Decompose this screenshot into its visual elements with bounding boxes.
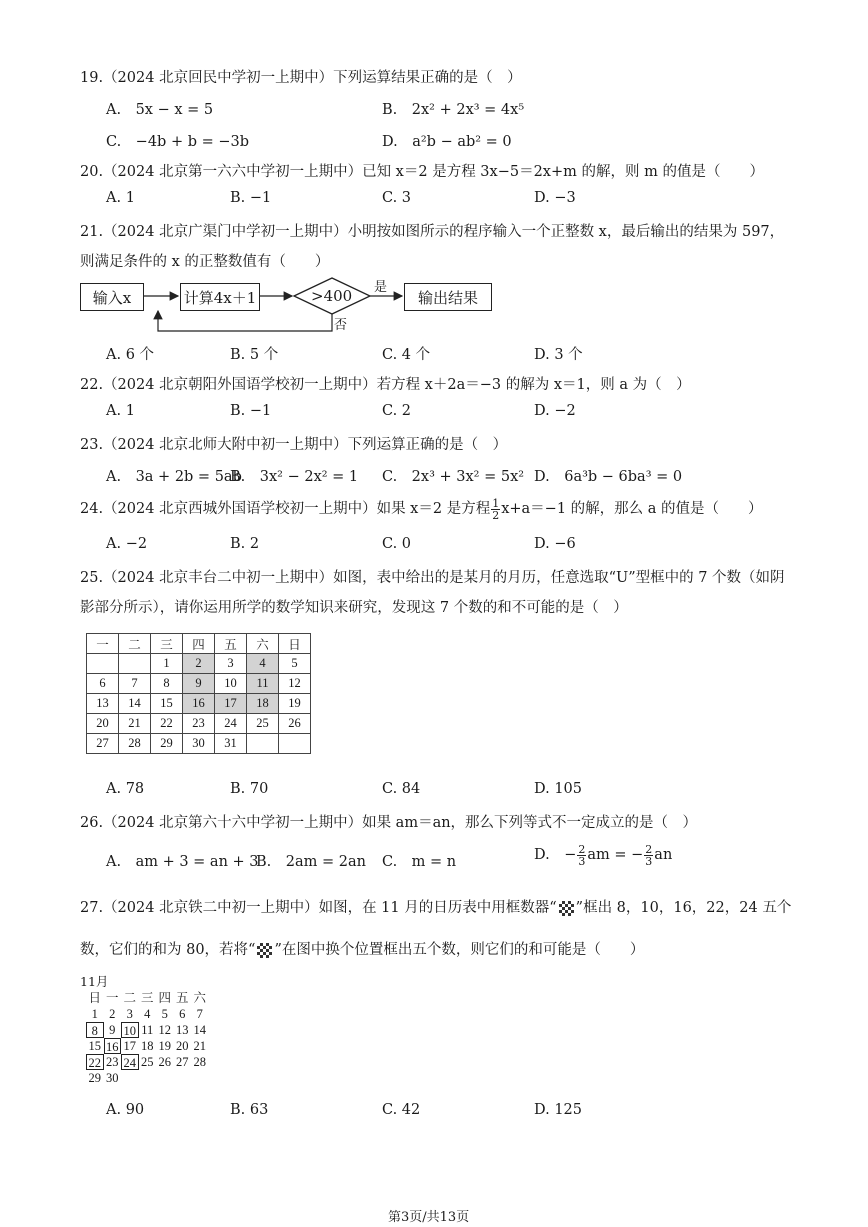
q27-option-c[interactable]: C. 42: [382, 1102, 421, 1118]
calendar-cell: 16: [183, 694, 215, 714]
mini-calendar-cell: 17: [123, 1039, 136, 1053]
mini-calendar-cell: 24: [121, 1054, 139, 1070]
mini-calendar-cell: 18: [141, 1039, 154, 1053]
q27-option-a[interactable]: A. 90: [106, 1102, 145, 1118]
q24-fraction: [491, 498, 500, 521]
mini-calendar-cell: [156, 1070, 174, 1086]
calendar-cell: 26: [279, 714, 311, 734]
mini-calendar-cell: 19: [158, 1039, 171, 1053]
q24-option-c[interactable]: C. 0: [382, 536, 412, 552]
q21-stem-line2: 则满足条件的 x 的正整数值有（ ）: [80, 254, 330, 270]
calendar-cell: 14: [119, 694, 151, 714]
mini-calendar-cell: 三: [140, 991, 154, 1005]
mini-calendar-cell: 30: [106, 1071, 119, 1085]
q19-stem: 19.（2024 北京回民中学初一上期中）下列运算结果正确的是（ ）: [80, 70, 522, 86]
calendar-cell: [119, 654, 151, 674]
mini-calendar-row: [86, 1054, 209, 1070]
mini-calendar-cell: 7: [196, 1007, 203, 1021]
q26-option-b[interactable]: B. 2am = 2an: [256, 854, 366, 870]
q26-d-frac2-den: 3: [645, 854, 653, 868]
mini-calendar-cell: 13: [176, 1023, 189, 1037]
mini-calendar-cell: 27: [176, 1055, 189, 1069]
q23-option-b[interactable]: B. 3x² − 2x² = 1: [230, 469, 359, 485]
q21-option-c[interactable]: C. 4 个: [382, 347, 431, 363]
q27-stem-line1: [80, 896, 791, 917]
q26-d-post: an: [654, 847, 673, 863]
q27-calendar: [86, 990, 209, 1086]
mini-calendar-cell: 1: [91, 1007, 98, 1021]
q20-option-d[interactable]: D. −3: [534, 190, 576, 206]
mini-calendar-cell: 14: [193, 1023, 206, 1037]
mini-calendar-cell: 26: [158, 1055, 171, 1069]
q24-stem: [80, 497, 763, 521]
calendar-row: [87, 714, 311, 734]
calendar-cell: 6: [87, 674, 119, 694]
q26-option-c[interactable]: C. m = n: [382, 854, 457, 870]
q25-option-a[interactable]: A. 78: [106, 781, 145, 797]
q26-d-mid: am = −: [587, 847, 644, 863]
q26-option-d[interactable]: [534, 843, 672, 867]
q27-stem-line2: [80, 938, 644, 959]
q26-d-pre: D. −: [534, 847, 577, 863]
q24-frac-den: 2: [492, 508, 500, 522]
calendar-cell: 28: [119, 734, 151, 754]
mini-calendar-cell: 日: [88, 991, 101, 1005]
q24-option-a[interactable]: A. −2: [106, 536, 148, 552]
q24-stem-pre: 24.（2024 北京西城外国语学校初一上期中）如果 x＝2 是方程: [80, 501, 491, 517]
calendar-header-cell: 日: [279, 634, 311, 654]
calendar-header-cell: 三: [151, 634, 183, 654]
calendar-cell: 30: [183, 734, 215, 754]
mini-calendar-cell: 15: [88, 1039, 101, 1053]
q22-option-d[interactable]: D. −2: [534, 403, 576, 419]
calendar-cell: 13: [87, 694, 119, 714]
q26-d-frac2-num: 2: [645, 842, 653, 856]
mini-calendar-cell: 20: [176, 1039, 189, 1053]
q22-stem: 22.（2024 北京朝阳外国语学校初一上期中）若方程 x＋2a＝−3 的解为 x＝1，则 a 为（ ）: [80, 377, 691, 393]
calendar-cell: [87, 654, 119, 674]
calendar-cell: 17: [215, 694, 247, 714]
q24-option-b[interactable]: B. 2: [230, 536, 260, 552]
calendar-cell: 22: [151, 714, 183, 734]
calendar-cell: 2: [183, 654, 215, 674]
q26-stem: 26.（2024 北京第六十六中学初一上期中）如果 am＝an，那么下列等式不一定成立的是（ ）: [80, 815, 698, 831]
flow-connectors: [0, 0, 868, 360]
q25-calendar-table: [86, 633, 311, 754]
q23-stem: 23.（2024 北京北师大附中初一上期中）下列运算正确的是（ ）: [80, 437, 508, 453]
q24-stem-post: x+a＝−1 的解，那么 a 的值是（ ）: [501, 501, 763, 517]
q27-stem2-post: ”在图中换个位置框出五个数，则它们的和可能是（ ）: [274, 942, 645, 958]
q21-option-d[interactable]: D. 3 个: [534, 347, 583, 363]
frame-counter-icon: [257, 943, 272, 958]
flow-compute-box: 计算4x＋1: [180, 283, 260, 311]
calendar-cell: 24: [215, 714, 247, 734]
q27-option-b[interactable]: B. 63: [230, 1102, 269, 1118]
calendar-cell: 7: [119, 674, 151, 694]
calendar-header-cell: 五: [215, 634, 247, 654]
calendar-header-cell: 二: [119, 634, 151, 654]
q23-option-c[interactable]: C. 2x³ + 3x² = 5x²: [382, 469, 525, 485]
q21-stem-line1: 21.（2024 北京广渠门中学初一上期中）小明按如图所示的程序输入一个正整数 x，最后输出的结果为 597，: [80, 224, 785, 240]
mini-calendar-cell: 4: [144, 1007, 151, 1021]
calendar-cell: 12: [279, 674, 311, 694]
q27-option-d[interactable]: D. 125: [534, 1102, 583, 1118]
calendar-cell: 19: [279, 694, 311, 714]
page-footer: 第3页/共13页: [388, 1210, 470, 1225]
calendar-row: [87, 694, 311, 714]
mini-calendar-cell: 21: [193, 1039, 206, 1053]
q19-option-c[interactable]: C. −4b + b = −3b: [106, 134, 250, 150]
q26-d-frac-2: [644, 844, 653, 867]
mini-calendar-row: [86, 1038, 209, 1054]
mini-calendar-cell: [139, 1070, 157, 1086]
mini-calendar-cell: 22: [86, 1054, 104, 1070]
mini-calendar-cell: 3: [126, 1007, 133, 1021]
mini-calendar-cell: [121, 1070, 139, 1086]
calendar-row: [87, 734, 311, 754]
mini-calendar-cell: 五: [175, 991, 189, 1005]
mini-calendar-cell: 23: [106, 1055, 119, 1069]
mini-calendar-cell: 2: [109, 1007, 116, 1021]
calendar-cell: 3: [215, 654, 247, 674]
mini-calendar-cell: 11: [141, 1023, 154, 1037]
calendar-cell: 29: [151, 734, 183, 754]
q20-stem: 20.（2024 北京第一六六中学初一上期中）已知 x＝2 是方程 3x−5＝2x+m 的解，则 m 的值是（ ）: [80, 164, 764, 180]
calendar-cell: 10: [215, 674, 247, 694]
q27-month-label: 11月: [80, 974, 109, 989]
calendar-cell: 18: [247, 694, 279, 714]
q25-stem-line1: 25.（2024 北京丰台二中初一上期中）如图，表中给出的是某月的月历，任意选取“U”型框中的 7 个数（如阴: [80, 570, 785, 586]
mini-calendar-cell: 6: [179, 1007, 186, 1021]
calendar-row: [87, 674, 311, 694]
mini-calendar-cell: 一: [105, 991, 119, 1005]
q25-option-c[interactable]: C. 84: [382, 781, 421, 797]
q25-stem-line2: 影部分所示），请你运用所学的数学知识来研究，发现这 7 个数的和不可能的是（ ）: [80, 600, 628, 616]
q24-frac-num: 1: [492, 496, 500, 510]
mini-calendar-row: [86, 1070, 209, 1086]
q24-option-d[interactable]: D. −6: [534, 536, 576, 552]
q25-option-d[interactable]: D. 105: [534, 781, 583, 797]
calendar-cell: 9: [183, 674, 215, 694]
q26-d-frac1-den: 3: [578, 854, 586, 868]
q27-stem1-pre: 27.（2024 北京铁二中初一上期中）如图，在 11 月的日历表中用框数器“: [80, 900, 557, 916]
mini-calendar-cell: 25: [141, 1055, 154, 1069]
mini-calendar-cell: 二: [123, 991, 136, 1005]
frame-counter-icon: [559, 901, 574, 916]
q20-option-a[interactable]: A. 1: [106, 190, 135, 206]
mini-calendar-cell: 12: [158, 1023, 171, 1037]
calendar-cell: 31: [215, 734, 247, 754]
mini-calendar-cell: 六: [193, 991, 206, 1005]
flow-no-label: 否: [334, 318, 348, 333]
calendar-cell: 20: [87, 714, 119, 734]
calendar-cell: 25: [247, 714, 279, 734]
q26-d-frac1-num: 2: [578, 842, 586, 856]
q20-option-b[interactable]: B. −1: [230, 190, 272, 206]
q19-option-d[interactable]: D. a²b − ab² = 0: [382, 134, 512, 150]
calendar-cell: 8: [151, 674, 183, 694]
q25-option-b[interactable]: B. 70: [230, 781, 269, 797]
flow-output-box: 输出结果: [404, 283, 492, 311]
q21-option-a[interactable]: A. 6 个: [106, 347, 155, 363]
calendar-cell: 27: [87, 734, 119, 754]
calendar-header-cell: 六: [247, 634, 279, 654]
calendar-header-cell: 四: [183, 634, 215, 654]
q21-option-b[interactable]: B. 5 个: [230, 347, 279, 363]
q20-option-c[interactable]: C. 3: [382, 190, 412, 206]
mini-calendar-cell: 28: [193, 1055, 206, 1069]
calendar-cell: 15: [151, 694, 183, 714]
mini-calendar-cell: 10: [121, 1022, 139, 1038]
mini-calendar-row: [86, 1022, 209, 1038]
calendar-header-cell: 一: [87, 634, 119, 654]
q27-stem1-post: ”框出 8，10，16，22，24 五个: [575, 900, 792, 916]
mini-calendar-cell: 16: [104, 1038, 122, 1054]
mini-calendar-cell: 29: [88, 1071, 101, 1085]
q19-option-b[interactable]: B. 2x² + 2x³ = 4x⁵: [382, 102, 525, 118]
mini-calendar-cell: 8: [86, 1022, 104, 1038]
q22-option-a[interactable]: A. 1: [106, 403, 135, 419]
q22-option-b[interactable]: B. −1: [230, 403, 272, 419]
q23-option-d[interactable]: D. 6a³b − 6ba³ = 0: [534, 469, 683, 485]
mini-calendar-cell: 四: [158, 991, 171, 1005]
q26-d-frac-1: [577, 844, 586, 867]
calendar-cell: 23: [183, 714, 215, 734]
calendar-cell: 4: [247, 654, 279, 674]
calendar-cell: [279, 734, 311, 754]
calendar-cell: 5: [279, 654, 311, 674]
flow-yes-label: 是: [374, 280, 388, 295]
q26-option-a[interactable]: A. am + 3 = an + 3: [106, 854, 259, 870]
mini-calendar-cell: 5: [161, 1007, 168, 1021]
calendar-cell: 1: [151, 654, 183, 674]
mini-calendar-cell: [174, 1070, 192, 1086]
calendar-cell: 11: [247, 674, 279, 694]
q19-option-a[interactable]: A. 5x − x = 5: [106, 102, 214, 118]
q27-stem2-pre: 数，它们的和为 80，若将“: [80, 942, 256, 958]
q23-option-a[interactable]: A. 3a + 2b = 5ab: [106, 469, 242, 485]
calendar-cell: 21: [119, 714, 151, 734]
mini-calendar-cell: [191, 1070, 209, 1086]
calendar-row: [87, 654, 311, 674]
flow-condition: >400: [311, 287, 353, 305]
mini-calendar-row: [86, 1006, 209, 1022]
mini-calendar-header: [86, 990, 209, 1006]
calendar-cell: [247, 734, 279, 754]
flow-input-box: 输入x: [80, 283, 144, 311]
q22-option-c[interactable]: C. 2: [382, 403, 412, 419]
mini-calendar-cell: 9: [109, 1023, 116, 1037]
